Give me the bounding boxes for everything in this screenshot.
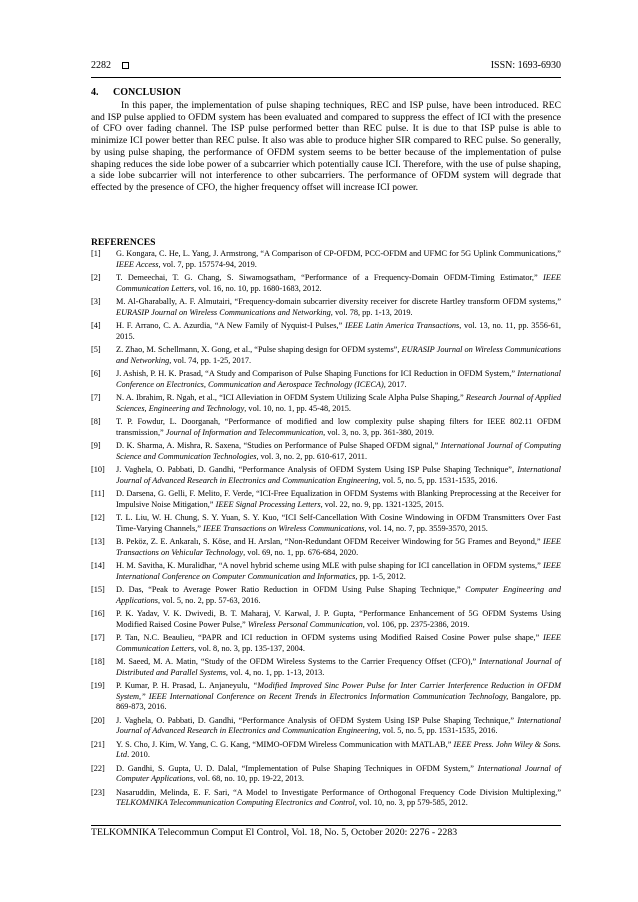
reference-venue: Research Journal of Applied Sciences, Engineering and Technology <box>116 393 561 413</box>
reference-details: Bangalore, pp. 869-873, 2016. <box>116 691 561 712</box>
section-title: CONCLUSION <box>113 87 181 98</box>
reference-venue: IEEE Access <box>116 259 159 269</box>
reference-number: [19] <box>91 681 105 690</box>
reference-authors-title: N. A. Ibrahim, R. Ngah, et al., “ICI Alleviation in OFDM System Utilizing Scale Alpha Pulse Shaping,” <box>116 393 466 402</box>
reference-item <box>91 393 561 414</box>
reference-text <box>116 273 561 294</box>
reference-authors-title: B. Peköz, Z. E. Ankaralı, S. Köse, and H. Arslan, “Non-Redundant OFDM Receiver Windowing for 5G Frames and Beyond,” <box>116 537 544 546</box>
reference-item <box>91 681 561 713</box>
reference-number: [16] <box>91 609 105 618</box>
reference-number: [9] <box>91 441 101 450</box>
reference-details: . 2010. <box>127 750 150 760</box>
reference-details: , vol. 106, pp. 2375-2386, 2019. <box>362 619 470 629</box>
reference-text <box>116 513 561 534</box>
reference-venue: Computer Engineering and Applications <box>116 585 561 605</box>
reference-number: [5] <box>91 345 101 354</box>
reference-number: [23] <box>91 787 105 797</box>
reference-authors-title: M. Saeed, M. A. Matin, “Study of the OFDM Wireless Systems to the Carrier Frequency Offset (CFO),” <box>116 657 480 666</box>
section-number: 4. <box>91 87 99 98</box>
reference-details: vol. 14, no. 7, pp. 3559-3570, 2015. <box>366 523 488 533</box>
reference-authors-title: G. Kongara, C. He, L. Yang, J. Armstrong, “A Comparison of CP-OFDM, PCC-OFDM and UFMC for 5G Uplink Communications,” <box>116 249 561 258</box>
reference-authors-title: H. M. Savitha, K. Muralidhar, “A novel hybrid scheme using MLE with pulse shaping for ICI cancellation in OFDM systems,” <box>116 561 544 570</box>
reference-number: [3] <box>91 297 101 306</box>
reference-item <box>91 489 561 510</box>
reference-venue: IEEE Communication Letters, <box>116 273 561 293</box>
section-heading <box>91 87 181 99</box>
reference-number: [8] <box>91 417 101 426</box>
reference-details: , vol. 22, no. 9, pp. 1321-1325, 2015. <box>320 499 444 509</box>
reference-authors-title: P. Kumar, P. H. Prasad, L. Anjaneyulu, <box>116 681 253 690</box>
header-rule <box>91 77 561 78</box>
reference-details: vol. 4, no. 1, pp. 1-13, 2013. <box>228 667 325 677</box>
reference-text <box>116 561 561 582</box>
reference-item <box>91 788 561 809</box>
reference-venue: IEEE Transactions on Wireless Communications, <box>203 523 367 533</box>
reference-item <box>91 297 561 318</box>
reference-text <box>116 489 561 510</box>
reference-text <box>116 740 561 761</box>
reference-text <box>116 764 561 785</box>
reference-venue: IEEE Signal Processing Letters <box>215 499 321 509</box>
reference-venue: IEEE Communication Letters <box>116 633 561 653</box>
page-footer: TELKOMNIKA Telecommun Comput El Control, Vol. 18, No. 5, October 2020: 2276 - 2283 <box>91 827 458 838</box>
reference-text <box>116 345 561 366</box>
reference-number: [15] <box>91 585 105 594</box>
reference-venue: Journal of Information and Telecommunication <box>165 427 324 437</box>
reference-details: , vol. 69, no. 1, pp. 676-684, 2020. <box>243 547 359 557</box>
reference-venue: International Journal of Computing Science and Communication Technologies, <box>116 441 561 461</box>
reference-authors-title: P. Tan, N.C. Beaulieu, “PAPR and ICI reduction in OFDM systems using Modified Raised Cosine Power pulse shape,” <box>116 633 544 642</box>
reference-authors-title: J. Vaghela, O. Pabbati, D. Gandhi, “Performance Analysis of OFDM System Using ISP Pulse Shaping Technique”, <box>116 465 518 474</box>
reference-text <box>116 585 561 606</box>
reference-details: vol. 5, no. 5, pp. 1531-1535, 2016. <box>380 475 498 485</box>
reference-number: [6] <box>91 369 101 378</box>
reference-text <box>116 657 561 678</box>
reference-venue: International Journal of Advanced Research in Electronics and Communication Engineering, <box>116 715 561 736</box>
reference-authors-title: Y. S. Cho, J. Kim, W. Yang, C. G. Kang, “MIMO-OFDM Wireless Communication with MATLAB,” <box>116 739 454 749</box>
reference-item <box>91 633 561 654</box>
reference-venue: TELKOMNIKA Telecommunication Computing Electronics and Control, <box>116 798 357 808</box>
reference-item <box>91 561 561 582</box>
reference-details: , vol. 13, no. 11, pp. 3556-61, 2015. <box>116 321 562 341</box>
reference-details: vol. 5, no. 5, pp. 1531-1535, 2016. <box>380 726 498 736</box>
reference-venue: International Journal of Advanced Research in Electronics and Communication Engineering, <box>116 465 561 485</box>
reference-details: , vol. 5, no. 2, pp. 57-63, 2016. <box>157 595 261 605</box>
reference-text <box>116 633 561 654</box>
reference-text <box>116 716 561 737</box>
reference-item <box>91 369 561 390</box>
reference-item <box>91 441 561 462</box>
reference-authors-title: J. Ashish, P. H. K. Prasad, “A Study and Comparison of Pulse Shaping Functions for ICI Reduction in OFDM System,” <box>116 369 518 378</box>
page-header <box>91 59 561 73</box>
reference-venue: IEEE International Conference on Computer Communication and Informatics, <box>116 561 561 581</box>
reference-number: [14] <box>91 561 105 570</box>
reference-item <box>91 417 561 438</box>
reference-text <box>116 393 561 414</box>
reference-authors-title: M. Al-Gharabally, A. F. Almutairi, “Frequency-domain subcarrier diversity receiver for discrete Hartley transform OFDM systems,” <box>116 297 561 306</box>
reference-details: , vol. 3, no. 3, pp. 361-380, 2019. <box>323 427 434 437</box>
reference-authors-title: Nasaruddin, Melinda, E. F. Sari, “A Model to Investigate Performance of Orthogonal Frequency Code Division Multiplexing,” <box>116 787 561 797</box>
reference-text <box>116 609 561 630</box>
reference-number: [18] <box>91 657 105 666</box>
reference-item <box>91 716 561 737</box>
reference-venue: Wireless Personal Communication <box>247 619 363 629</box>
reference-authors-title: D. Das, “Peak to Average Power Ratio Reduction in OFDM Using Pulse Shaping Technique,” <box>116 585 466 594</box>
reference-number: [13] <box>91 537 105 546</box>
reference-item <box>91 657 561 678</box>
reference-item <box>91 345 561 366</box>
reference-authors-title: J. Vaghela, O. Pabbati, D. Gandhi, “Performance Analysis of OFDM System Using ISP Pulse Shaping Technique,” <box>116 715 518 725</box>
reference-venue: IEEE Transactions on Vehicular Technology <box>116 537 561 557</box>
reference-venue: EURASIP Journal on Wireless Communications and Networking <box>116 307 331 317</box>
reference-venue: EURASIP Journal on Wireless Communications and Networking <box>116 345 562 365</box>
conclusion-paragraph: In this paper, the implementation of pulse shaping techniques, REC and ISP pulse, have been introduced. REC and ISP pulse applied to OFDM system has been evaluated and compared to suppress the effect of ICI with the presence of CFO over fading channel. The ISP pulse performed better than REC pulse. It is due to that ISP pulse is able to minimize ICI power better than REC pulse. It also was able to produce higher SIR compared to REC pulse. So generally, by using pulse shaping, the performance of OFDM system seems to be better because of the implementation of pulse shaping reduces the side lobe power of a subcarrier which potentially cause ICI. Therefore, with the use of pulse shaping, a side lobe subcarrier will not interference to other subcarriers. The performance of OFDM system will degrade that effected by the presence of CFO, the higher frequency offset will increase ICI power. <box>91 100 561 193</box>
reference-number: [4] <box>91 321 101 330</box>
reference-details: vol. 3, no. 2, pp. 610-617, 2011. <box>258 451 368 461</box>
reference-item <box>91 740 561 761</box>
footer-rule <box>91 825 561 826</box>
reference-details: , vol. 10, no. 1, pp. 45-48, 2015. <box>244 403 351 413</box>
reference-item <box>91 513 561 534</box>
reference-details: pp. 1-5, 2012. <box>357 571 406 581</box>
reference-text <box>116 681 561 713</box>
references-list <box>91 249 561 812</box>
reference-number: [10] <box>91 465 105 474</box>
reference-text <box>116 321 561 342</box>
reference-details: vol. 10, no. 3, pp 579-585, 2012. <box>356 798 468 808</box>
reference-venue: “Modified Improved Sinc Power Pulse for Inter Carrier Interference Reduction in OFDM System,” IEEE International Conference on Recent Trends in Electronics Information Communication Technology, <box>116 681 561 701</box>
reference-number: [21] <box>91 739 105 749</box>
reference-number: [2] <box>91 273 101 282</box>
reference-venue: International Journal of Computer Applications <box>116 763 561 784</box>
reference-text <box>116 297 561 318</box>
reference-number: [17] <box>91 633 105 642</box>
reference-item <box>91 764 561 785</box>
reference-text <box>116 249 561 270</box>
reference-authors-title: D. K. Sharma, A. Mishra, R. Saxena, “Studies on Performance of Pulse Shaped OFDM signal,” <box>116 441 441 450</box>
reference-details: , vol. 68, no. 10, pp. 19-22, 2013. <box>193 774 304 784</box>
reference-authors-title: T. P. Fowdur, L. Doorganah, “Performance of modified and low complexity pulse shaping filters for IEEE 802.11 OFDM transmission,” <box>116 417 561 437</box>
reference-text <box>116 441 561 462</box>
reference-item <box>91 249 561 270</box>
checkbox-square-icon <box>122 62 129 69</box>
reference-number: [1] <box>91 249 101 258</box>
reference-authors-title: D. Darsena, G. Gelli, F. Melito, F. Verde, “ICI-Free Equalization in OFDM Systems with Blanking Preprocessing at the Receiver for Impulsive Noise Mitigation,” <box>116 489 561 509</box>
reference-authors-title: P. K. Yadav, V. K. Dwivedi, B. T. Maharaj, V. Karwal, J. P. Gupta, “Performance Enhancement of 5G OFDM Systems Using Modified Raised Cosine Power Pulse,” <box>116 609 561 629</box>
page-number: 2282 <box>91 60 111 71</box>
reference-item <box>91 321 561 342</box>
issn: ISSN: 1693-6930 <box>490 60 561 71</box>
reference-text <box>116 465 561 486</box>
reference-number: [7] <box>91 393 101 402</box>
reference-details: , vol. 78, pp. 1-13, 2019. <box>330 307 413 317</box>
references-heading: REFERENCES <box>91 237 156 248</box>
reference-number: [11] <box>91 489 105 498</box>
reference-text <box>116 369 561 390</box>
reference-text <box>116 417 561 438</box>
reference-item <box>91 465 561 486</box>
reference-text <box>116 537 561 558</box>
reference-details: , vol. 74, pp. 1-25, 2017. <box>169 355 252 365</box>
reference-details: , vol. 8, no. 3, pp. 135-137, 2004. <box>194 643 305 653</box>
reference-details: , 2017. <box>383 379 407 389</box>
reference-authors-title: H. F. Arrano, C. A. Azurdia, “A New Family of Nyquist-I Pulses,” <box>116 321 345 330</box>
reference-authors-title: T. Demeechai, T. G. Chang, S. Siwamogsatham, “Performance of a Frequency-Domain OFDM-Timing Estimator,” <box>116 273 544 282</box>
reference-details: vol. 16, no. 10, pp. 1680-1683, 2012. <box>196 283 322 293</box>
reference-authors-title: D. Gandhi, S. Gupta, U. D. Dalal, “Implementation of Pulse Shaping Techniques in OFDM System,” <box>116 763 478 773</box>
reference-authors-title: Z. Zhao, M. Schellmann, X. Gong, et al., “Pulse shaping design for OFDM systems”, <box>116 345 402 354</box>
reference-venue: International Conference on Electronics, Communication and Aerospace Technology (ICECA) <box>116 369 561 389</box>
reference-number: [20] <box>91 715 105 725</box>
reference-item <box>91 537 561 558</box>
reference-number: [12] <box>91 513 105 522</box>
reference-authors-title: T. L. Liu, W. H. Chung, S. Y. Yuan, S. Y. Kuo, “ICI Self-Cancellation With Cosine Windowing in OFDM Transmitters Over Fast Time-Varying Channels,” <box>116 513 561 533</box>
reference-venue: International Journal of Distributed and Parallel Systems, <box>116 657 561 677</box>
reference-item <box>91 585 561 606</box>
reference-item <box>91 609 561 630</box>
reference-details: , vol. 7, pp. 157574-94, 2019. <box>158 259 257 269</box>
reference-text <box>116 788 561 809</box>
reference-number: [22] <box>91 763 105 773</box>
reference-item <box>91 273 561 294</box>
reference-venue: IEEE Press. John Wiley & Sons. Ltd <box>116 739 561 760</box>
reference-venue: IEEE Latin America Transactions <box>344 321 460 330</box>
